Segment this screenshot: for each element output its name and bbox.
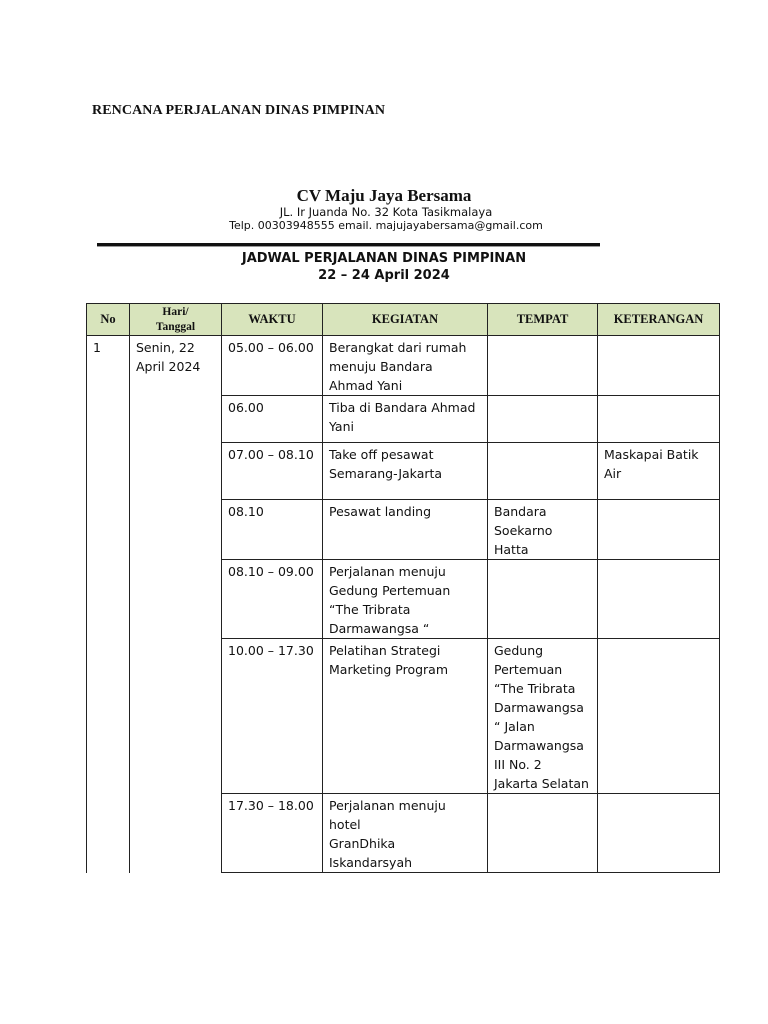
cell-kegiatan: Pelatihan Strategi Marketing Program bbox=[323, 639, 488, 794]
header-hari-tanggal: Hari/ Tanggal bbox=[130, 304, 222, 336]
cell-keterangan bbox=[598, 560, 720, 639]
cell-waktu: 10.00 – 17.30 bbox=[222, 639, 323, 794]
company-address: JL. Ir Juanda No. 32 Kota Tasikmalaya bbox=[279, 205, 493, 219]
cell-tempat bbox=[488, 443, 598, 500]
schedule-table bbox=[86, 303, 720, 873]
company-name: CV Maju Jaya Bersama bbox=[296, 186, 472, 205]
schedule-dates: 22 – 24 April 2024 bbox=[318, 268, 450, 283]
row-day-date: Senin, 22 April 2024 bbox=[130, 336, 222, 873]
cell-waktu: 17.30 – 18.00 bbox=[222, 794, 323, 873]
cell-waktu: 07.00 – 08.10 bbox=[222, 443, 323, 500]
document-heading: RENCANA PERJALANAN DINAS PIMPINAN bbox=[92, 103, 386, 118]
cell-keterangan bbox=[598, 396, 720, 443]
row-number: 1 bbox=[87, 336, 130, 873]
schedule-title: JADWAL PERJALANAN DINAS PIMPINAN bbox=[241, 251, 527, 266]
table-row bbox=[87, 336, 720, 396]
header-no: No bbox=[87, 304, 130, 336]
cell-keterangan: Maskapai Batik Air bbox=[598, 443, 720, 500]
schedule-title-block bbox=[0, 250, 768, 284]
cell-tempat bbox=[488, 560, 598, 639]
cell-kegiatan: Pesawat landing bbox=[323, 500, 488, 560]
cell-keterangan bbox=[598, 639, 720, 794]
cell-kegiatan: Take off pesawat Semarang-Jakarta bbox=[323, 443, 488, 500]
header-waktu: WAKTU bbox=[222, 304, 323, 336]
cell-kegiatan: Perjalanan menuju hotel GranDhika Iskandarsyah bbox=[323, 794, 488, 873]
cell-tempat: Bandara Soekarno Hatta bbox=[488, 500, 598, 560]
cell-kegiatan: Berangkat dari rumah menuju Bandara Ahmad Yani bbox=[323, 336, 488, 396]
cell-keterangan bbox=[598, 500, 720, 560]
header-keterangan: KETERANGAN bbox=[598, 304, 720, 336]
cell-keterangan bbox=[598, 336, 720, 396]
cell-kegiatan: Perjalanan menuju Gedung Pertemuan “The Tribrata Darmawangsa “ bbox=[323, 560, 488, 639]
cell-tempat bbox=[488, 794, 598, 873]
table-header-row bbox=[87, 304, 720, 336]
cell-waktu: 05.00 – 06.00 bbox=[222, 336, 323, 396]
cell-waktu: 08.10 bbox=[222, 500, 323, 560]
letterhead-divider bbox=[97, 243, 600, 246]
cell-waktu: 08.10 – 09.00 bbox=[222, 560, 323, 639]
cell-tempat bbox=[488, 336, 598, 396]
cell-kegiatan: Tiba di Bandara Ahmad Yani bbox=[323, 396, 488, 443]
header-tempat: TEMPAT bbox=[488, 304, 598, 336]
cell-keterangan bbox=[598, 794, 720, 873]
header-kegiatan: KEGIATAN bbox=[323, 304, 488, 336]
cell-tempat bbox=[488, 396, 598, 443]
cell-tempat: Gedung Pertemuan “The Tribrata Darmawangsa “ Jalan Darmawangsa III No. 2 Jakarta Selatan bbox=[488, 639, 598, 794]
company-contact: Telp. 00303948555 email. majujayabersama@gmail.com bbox=[229, 219, 543, 232]
cell-waktu: 06.00 bbox=[222, 396, 323, 443]
